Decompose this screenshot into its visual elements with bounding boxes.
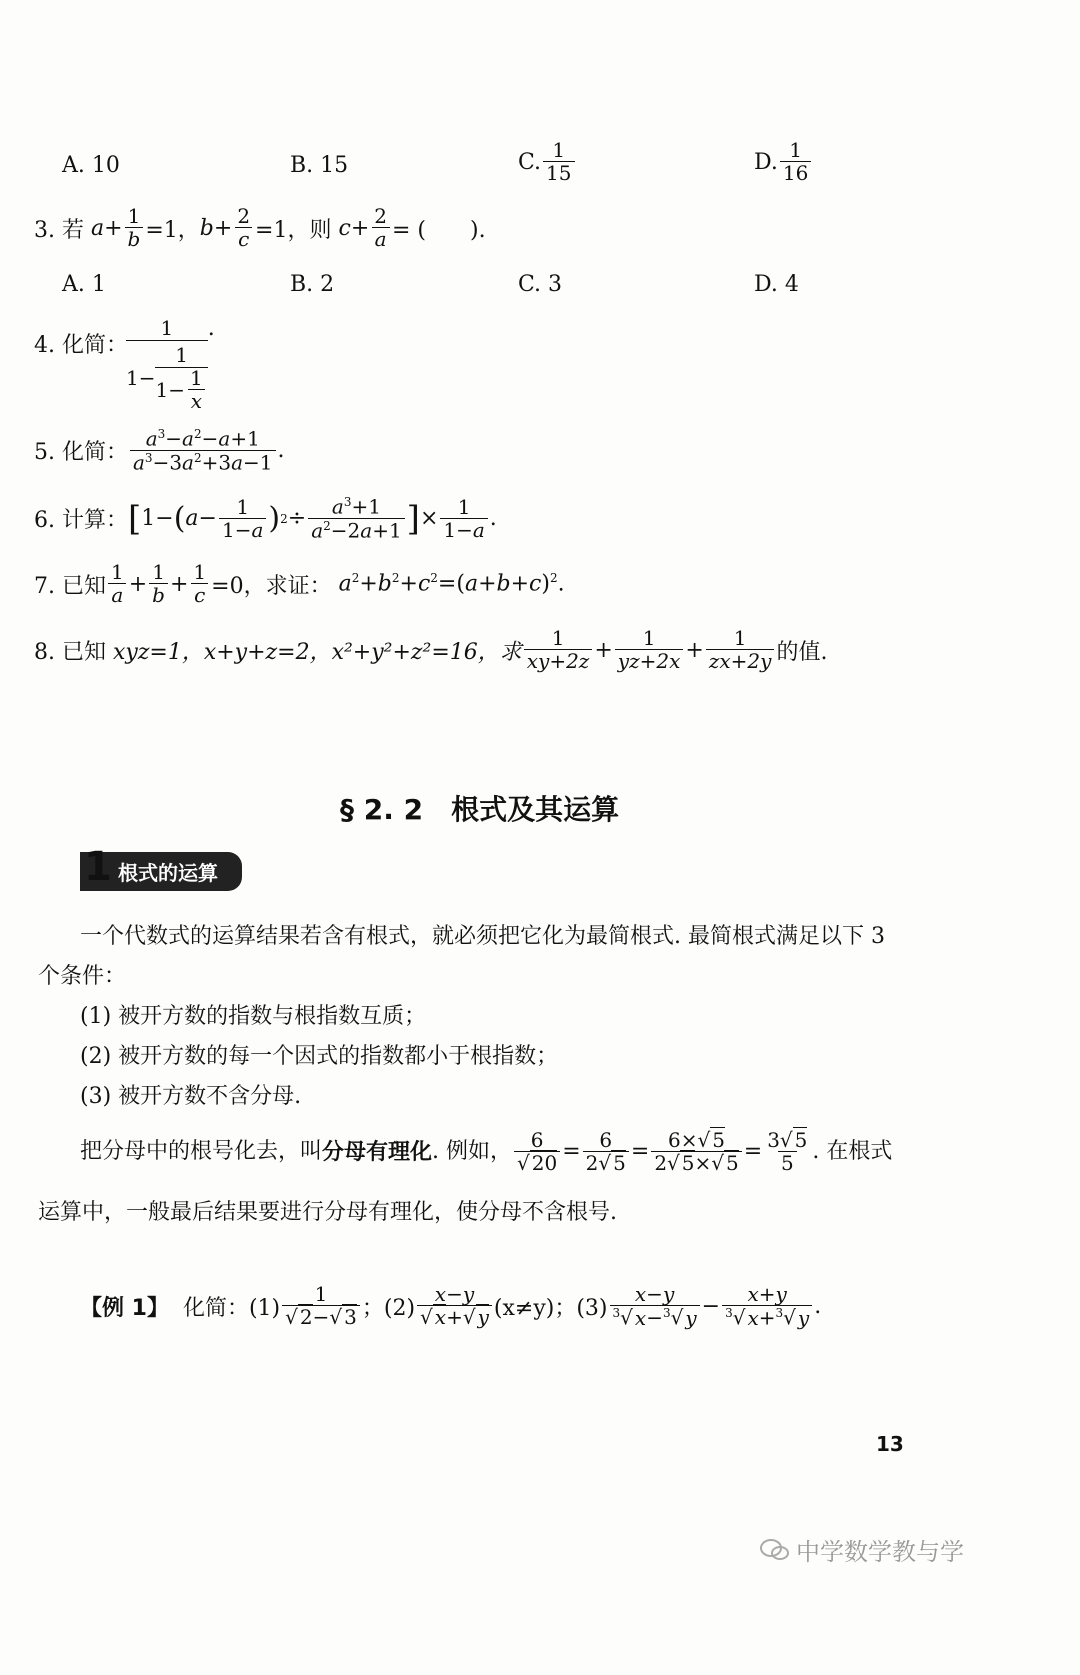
question-5: 5. 化简： $\frac{a^3-a^2-a+1}{a^3-3a^2+3a-1}$ . (34, 426, 285, 475)
q2-option-c (518, 140, 577, 184)
q7-label: 7. 已知 (34, 573, 106, 599)
para2-text-c: . 在根式 (812, 1138, 893, 1164)
q2-c-num: 1 (552, 138, 566, 162)
q8-conditions: xyz=1，x+y+z=2，x²+y²+z²=16，求 (112, 639, 522, 665)
question-8: 8. 已知 xyz=1，x+y+z=2，x²+y²+z²=16，求 $\frac{1}{xy+2z}$ + $\frac{1}{yz+2x}$ + $\frac{1}{zx+2y}$ 的值. (34, 626, 828, 673)
example-text: 化简：(1) (182, 1295, 281, 1321)
q3-option-d: D. 4 (754, 272, 799, 297)
example-label: 【例 1】 (80, 1295, 169, 1321)
tag-label: 根式的运算 (80, 852, 242, 891)
q5-label: 5. 化简： (34, 440, 128, 466)
para2-line1: 把分母中的根号化去，叫 分母有理化 . 例如， $\frac{6}{√ 20}$ = $\frac{6}{2√ 5}$ = $\frac{6\times√ 5}{2√ 5\times√ 5}$ = $\frac{3√ 5}{5}$ . 在根式 (80, 1128, 893, 1175)
q3-option-c: C. 3 (518, 272, 563, 297)
q7-tail: =0，求证： (211, 573, 332, 599)
q8-label: 8. 已知 (34, 639, 106, 665)
para2-line2: 运算中，一般最后结果要进行分母有理化，使分母不含根号. (38, 1200, 617, 1225)
para2-text-a: 把分母中的根号化去，叫 (80, 1138, 323, 1164)
q2-option-b: B. 15 (290, 153, 349, 178)
q2-option-d (754, 140, 813, 184)
example-condition: (x≠y)；(3) (493, 1295, 608, 1321)
para1-line2: 个条件： (38, 964, 127, 989)
q4-label: 4. 化简： (34, 333, 128, 358)
q2-c-den: 15 (543, 161, 574, 184)
watermark (760, 1532, 964, 1567)
condition-2: (2) 被开方数的每一个因式的指数都小于根指数； (80, 1044, 559, 1069)
q2-d-num: 1 (789, 138, 802, 162)
q3-option-b: B. 2 (290, 272, 335, 297)
q6-label: 6. 计算： (34, 508, 128, 534)
q4-expression: 1 1− 1 1− $\frac{1}{x}$ . (126, 316, 215, 413)
para2-text-b: . 例如， (432, 1138, 513, 1164)
condition-1: (1) 被开方数的指数与根指数互质； (80, 1004, 427, 1029)
q2-d-den: 16 (780, 161, 811, 184)
section-tag (80, 844, 242, 891)
wechat-icon (760, 1537, 790, 1563)
q3-end: = ( ). (391, 217, 486, 243)
question-6: 6. 计算： [ 1− ( a − $\frac{1}{1-a}$ ) 2 ÷ $\frac{a^3+1}{a^2-2a+1}$ ] × $\frac{1}{1-a}$ . (34, 494, 497, 543)
q2-option-a: A. 10 (62, 153, 120, 178)
q2-option-d-label: D. (754, 149, 778, 175)
question-3: 3. 若 a + $\frac{1}{b}$ =1， b + $\frac{2}{c}$ =1，则 c + $\frac{2}{a}$ = ( ). (34, 204, 486, 251)
section-title: § 2. 2 根式及其运算 (340, 793, 620, 826)
page-number: 13 (876, 1432, 904, 1456)
tag-number: 1 (84, 844, 112, 890)
q2-option-c-label: C. (518, 149, 542, 175)
watermark-text: 中学数学教与学 (796, 1538, 964, 1566)
condition-3: (3) 被开方数不含分母. (80, 1084, 302, 1109)
q3-option-a: A. 1 (62, 272, 106, 297)
q3-tail: =1，则 (255, 217, 332, 243)
q3-label: 3. 若 (34, 217, 84, 243)
example-1: 【例 1】 化简：(1) $\frac{1}{√ 2-√ 3}$ ；(2) $\frac{x-y}{√ x+√ y}$ (x≠y)；(3) $\frac{x-y}{^3√ x-^3√ y}$ − $\frac{x+y}{^3√ x+^3√ y}$ . (80, 1282, 822, 1330)
example-part-2: ；(2) (361, 1295, 416, 1321)
para1-line1: 一个代数式的运算结果若含有根式，就必须把它化为最简根式. 最简根式满足以下 3 (80, 924, 885, 949)
q8-tail: 的值. (776, 639, 828, 665)
question-7: 7. 已知 $\frac{1}{a}$ + $\frac{1}{b}$ + $\frac{1}{c}$ =0，求证： $a^2+b^2+c^2=(a+b+c)^2$. (34, 560, 565, 607)
para2-bold-term: 分母有理化 (322, 1138, 433, 1165)
